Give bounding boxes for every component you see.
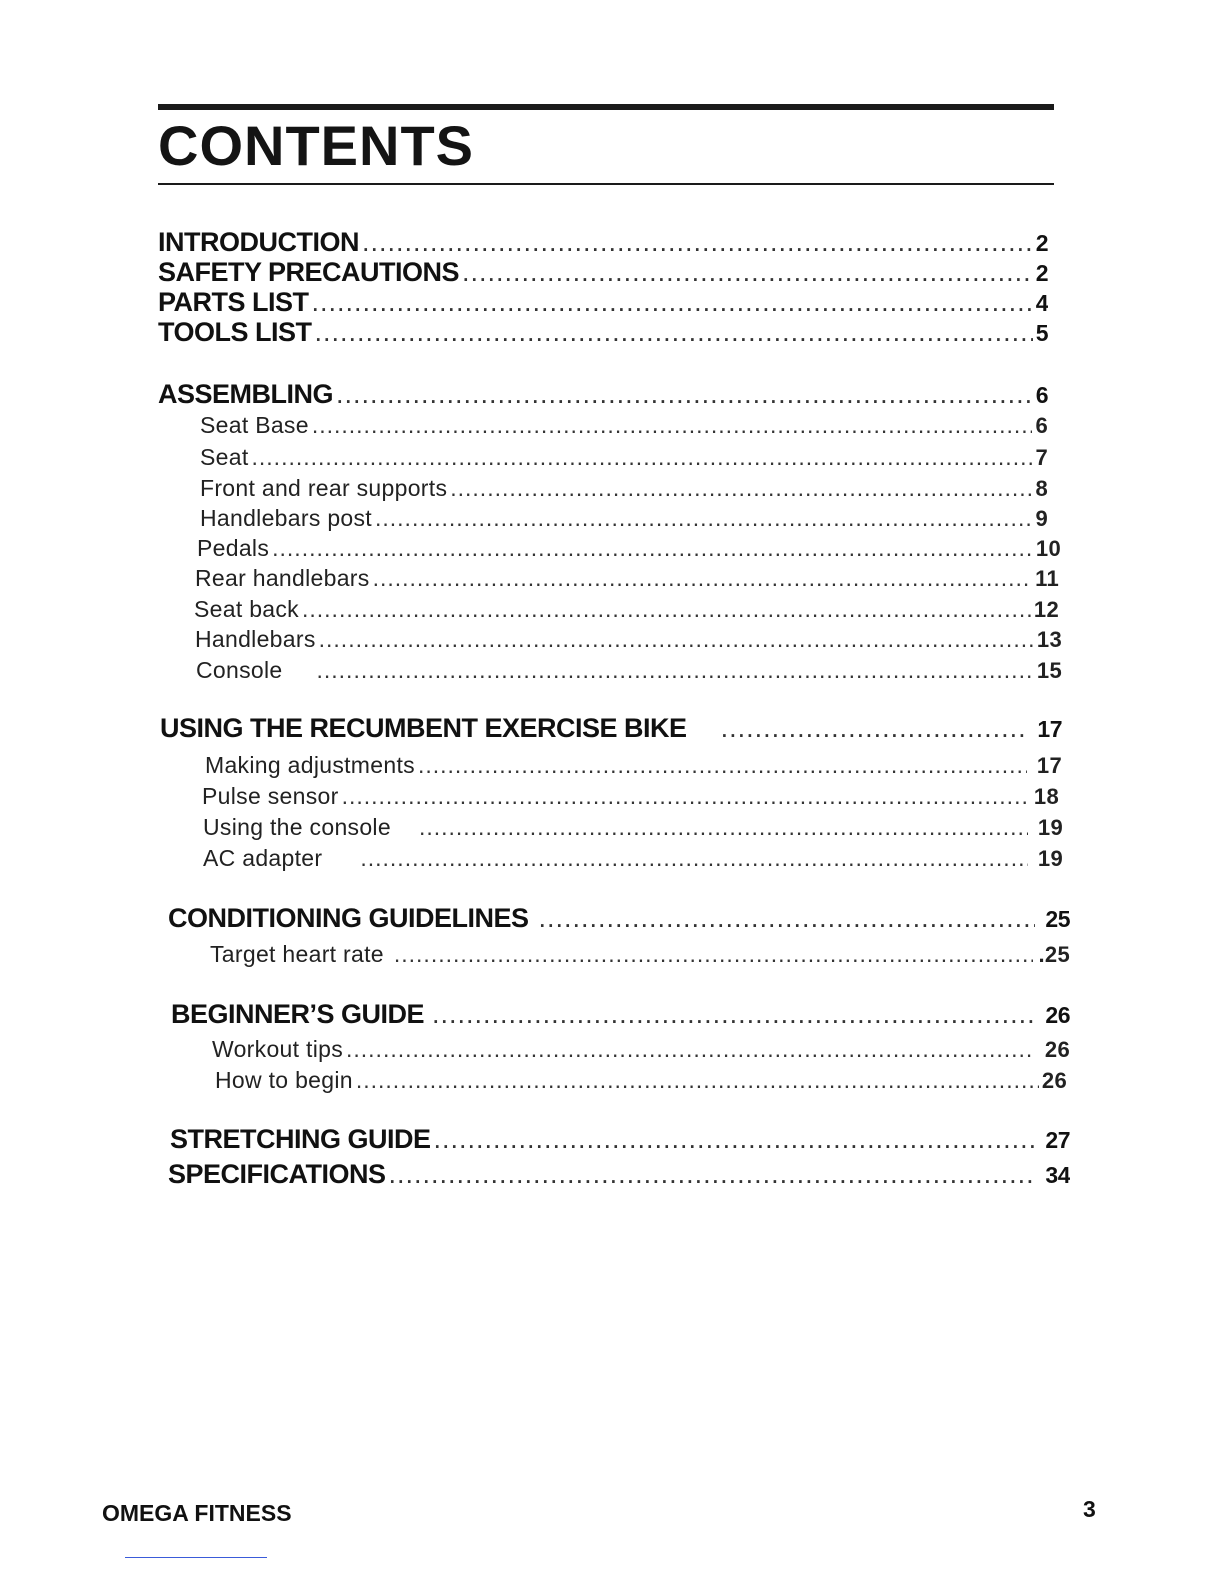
toc-entry-label: Target heart rate — [210, 942, 384, 967]
toc-entry-beginners-guide[interactable] — [171, 1000, 1070, 1030]
toc-entry-page: 13 — [1036, 627, 1062, 652]
dot-leader — [336, 380, 1033, 410]
toc-entry-label: ASSEMBLING — [158, 380, 334, 409]
dot-leader — [450, 476, 1032, 501]
footer-page-number: 3 — [1083, 1496, 1096, 1522]
footer-brand: OMEGA FITNESS — [102, 1500, 292, 1526]
toc-subentry-making-adjustments[interactable] — [205, 753, 1062, 778]
toc-entry-parts-list[interactable] — [158, 288, 1048, 318]
toc-entry-label: Pedals — [197, 536, 270, 561]
dot-leader — [375, 506, 1032, 531]
toc-entry-label: STRETCHING GUIDE — [170, 1125, 431, 1154]
dot-leader — [272, 536, 1033, 561]
dot-leader — [317, 658, 1034, 683]
toc-entry-page: 11 — [1035, 566, 1059, 591]
toc-entry-label: Seat — [200, 445, 249, 470]
toc-entry-introduction[interactable] — [158, 228, 1048, 258]
toc-entry-label: Seat Base — [200, 413, 309, 438]
toc-entry-page: 5 — [1035, 320, 1048, 346]
toc-entry-label: SAFETY PRECAUTIONS — [158, 258, 460, 287]
toc-entry-page: 25 — [1045, 906, 1070, 932]
toc-entry-label: Front and rear supports — [200, 476, 448, 501]
toc-entry-label: Handlebars post — [200, 506, 372, 531]
toc-entry-label: TOOLS LIST — [158, 318, 312, 347]
toc-entry-label: BEGINNER’S GUIDE — [171, 1000, 425, 1029]
dot-leader — [315, 318, 1033, 348]
toc-entry-tools-list[interactable] — [158, 318, 1048, 348]
toc-subentry-workout-tips[interactable] — [212, 1037, 1070, 1062]
toc-entry-page: 27 — [1045, 1127, 1070, 1153]
toc-entry-page: 4 — [1035, 290, 1048, 316]
dot-leader — [319, 627, 1034, 652]
toc-entry-page: 9 — [1035, 506, 1048, 531]
toc-entry-page: 2 — [1035, 230, 1048, 256]
dot-leader — [389, 1160, 1036, 1190]
toc-entry-page: 26 — [1044, 1037, 1070, 1062]
toc-subentry-using-console[interactable] — [203, 815, 1063, 840]
bottom-link-underline — [125, 1557, 267, 1558]
toc-entry-label: SPECIFICATIONS — [168, 1160, 386, 1189]
toc-entry-label: USING THE RECUMBENT EXERCISE BIKE — [160, 714, 687, 743]
toc-subentry-handlebars[interactable] — [195, 627, 1062, 652]
toc-entry-page: 17 — [1036, 753, 1062, 778]
dot-leader — [419, 815, 1028, 840]
toc-entry-label: CONDITIONING GUIDELINES — [168, 904, 529, 933]
dot-leader — [360, 846, 1028, 871]
toc-entry-label: Rear handlebars — [195, 566, 370, 591]
page-title: CONTENTS — [158, 114, 474, 177]
dot-leader — [418, 753, 1027, 778]
toc-entry-page: 15 — [1036, 658, 1062, 683]
dot-leader — [342, 784, 1026, 809]
toc-entry-label: Seat back — [194, 597, 299, 622]
toc-entry-assembling[interactable] — [158, 380, 1048, 410]
toc-subentry-target-heart-rate[interactable] — [210, 942, 1070, 967]
toc-entry-stretching-guide[interactable] — [170, 1125, 1070, 1155]
toc-subentry-seat-base[interactable] — [200, 413, 1048, 438]
dot-leader — [432, 1000, 1035, 1030]
toc-entry-page: 26 — [1045, 1002, 1070, 1028]
title-top-rule — [158, 104, 1054, 110]
toc-entry-label: INTRODUCTION — [158, 228, 359, 257]
toc-entry-page: 26 — [1041, 1068, 1067, 1093]
toc-subentry-handlebars-post[interactable] — [200, 506, 1048, 531]
dot-leader — [312, 288, 1033, 318]
toc-entry-page: 10 — [1035, 536, 1061, 561]
dot-leader — [346, 1037, 1035, 1062]
toc-subentry-front-rear-supports[interactable] — [200, 476, 1048, 501]
toc-entry-page: 8 — [1035, 476, 1048, 501]
toc-entry-label: Making adjustments — [205, 753, 415, 778]
toc-entry-page: 7 — [1035, 445, 1048, 470]
toc-entry-label: Pulse sensor — [202, 784, 339, 809]
dot-leader — [356, 1068, 1039, 1093]
dot-leader — [394, 942, 1033, 967]
toc-subentry-seat-back[interactable] — [194, 597, 1059, 622]
dot-leader — [462, 258, 1033, 288]
toc-subentry-pulse-sensor[interactable] — [202, 784, 1059, 809]
toc-subentry-pedals[interactable] — [197, 536, 1061, 561]
toc-subentry-ac-adapter[interactable] — [203, 846, 1063, 871]
dot-leader — [539, 904, 1036, 934]
toc-entry-page: 19 — [1037, 815, 1063, 840]
toc-entry-page: 19 — [1037, 846, 1063, 871]
toc-entry-label: Handlebars — [195, 627, 316, 652]
title-bottom-rule — [158, 183, 1054, 185]
toc-entry-page: .25 — [1038, 942, 1070, 967]
toc-entry-label: PARTS LIST — [158, 288, 309, 317]
dot-leader — [252, 445, 1033, 470]
toc-entry-label: Console — [196, 658, 283, 683]
toc-entry-specifications[interactable] — [168, 1160, 1070, 1190]
toc-entry-label: Workout tips — [212, 1037, 343, 1062]
toc-entry-page: 6 — [1035, 413, 1048, 438]
toc-entry-page: 6 — [1035, 382, 1048, 408]
dot-leader — [362, 228, 1033, 258]
toc-entry-safety-precautions[interactable] — [158, 258, 1048, 288]
toc-entry-page: 34 — [1045, 1162, 1070, 1188]
toc-entry-label: AC adapter — [203, 846, 323, 871]
dot-leader — [373, 566, 1033, 591]
toc-entry-label: Using the console — [203, 815, 391, 840]
toc-subentry-seat[interactable] — [200, 445, 1048, 470]
toc-entry-conditioning-guidelines[interactable] — [168, 904, 1070, 934]
toc-entry-page: 17 — [1037, 716, 1062, 742]
toc-entry-page: 18 — [1033, 784, 1059, 809]
dot-leader — [434, 1125, 1036, 1155]
toc-entry-page: 2 — [1035, 260, 1048, 286]
dot-leader — [302, 597, 1031, 622]
dot-leader — [721, 714, 1028, 744]
toc-entry-page: 12 — [1033, 597, 1059, 622]
toc-subentry-rear-handlebars[interactable] — [195, 566, 1059, 591]
toc-entry-label: How to begin — [215, 1068, 353, 1093]
dot-leader — [312, 413, 1033, 438]
toc-subentry-console[interactable] — [196, 658, 1062, 683]
toc-entry-using-recumbent-bike[interactable] — [160, 714, 1062, 744]
toc-subentry-how-to-begin[interactable] — [215, 1068, 1067, 1093]
